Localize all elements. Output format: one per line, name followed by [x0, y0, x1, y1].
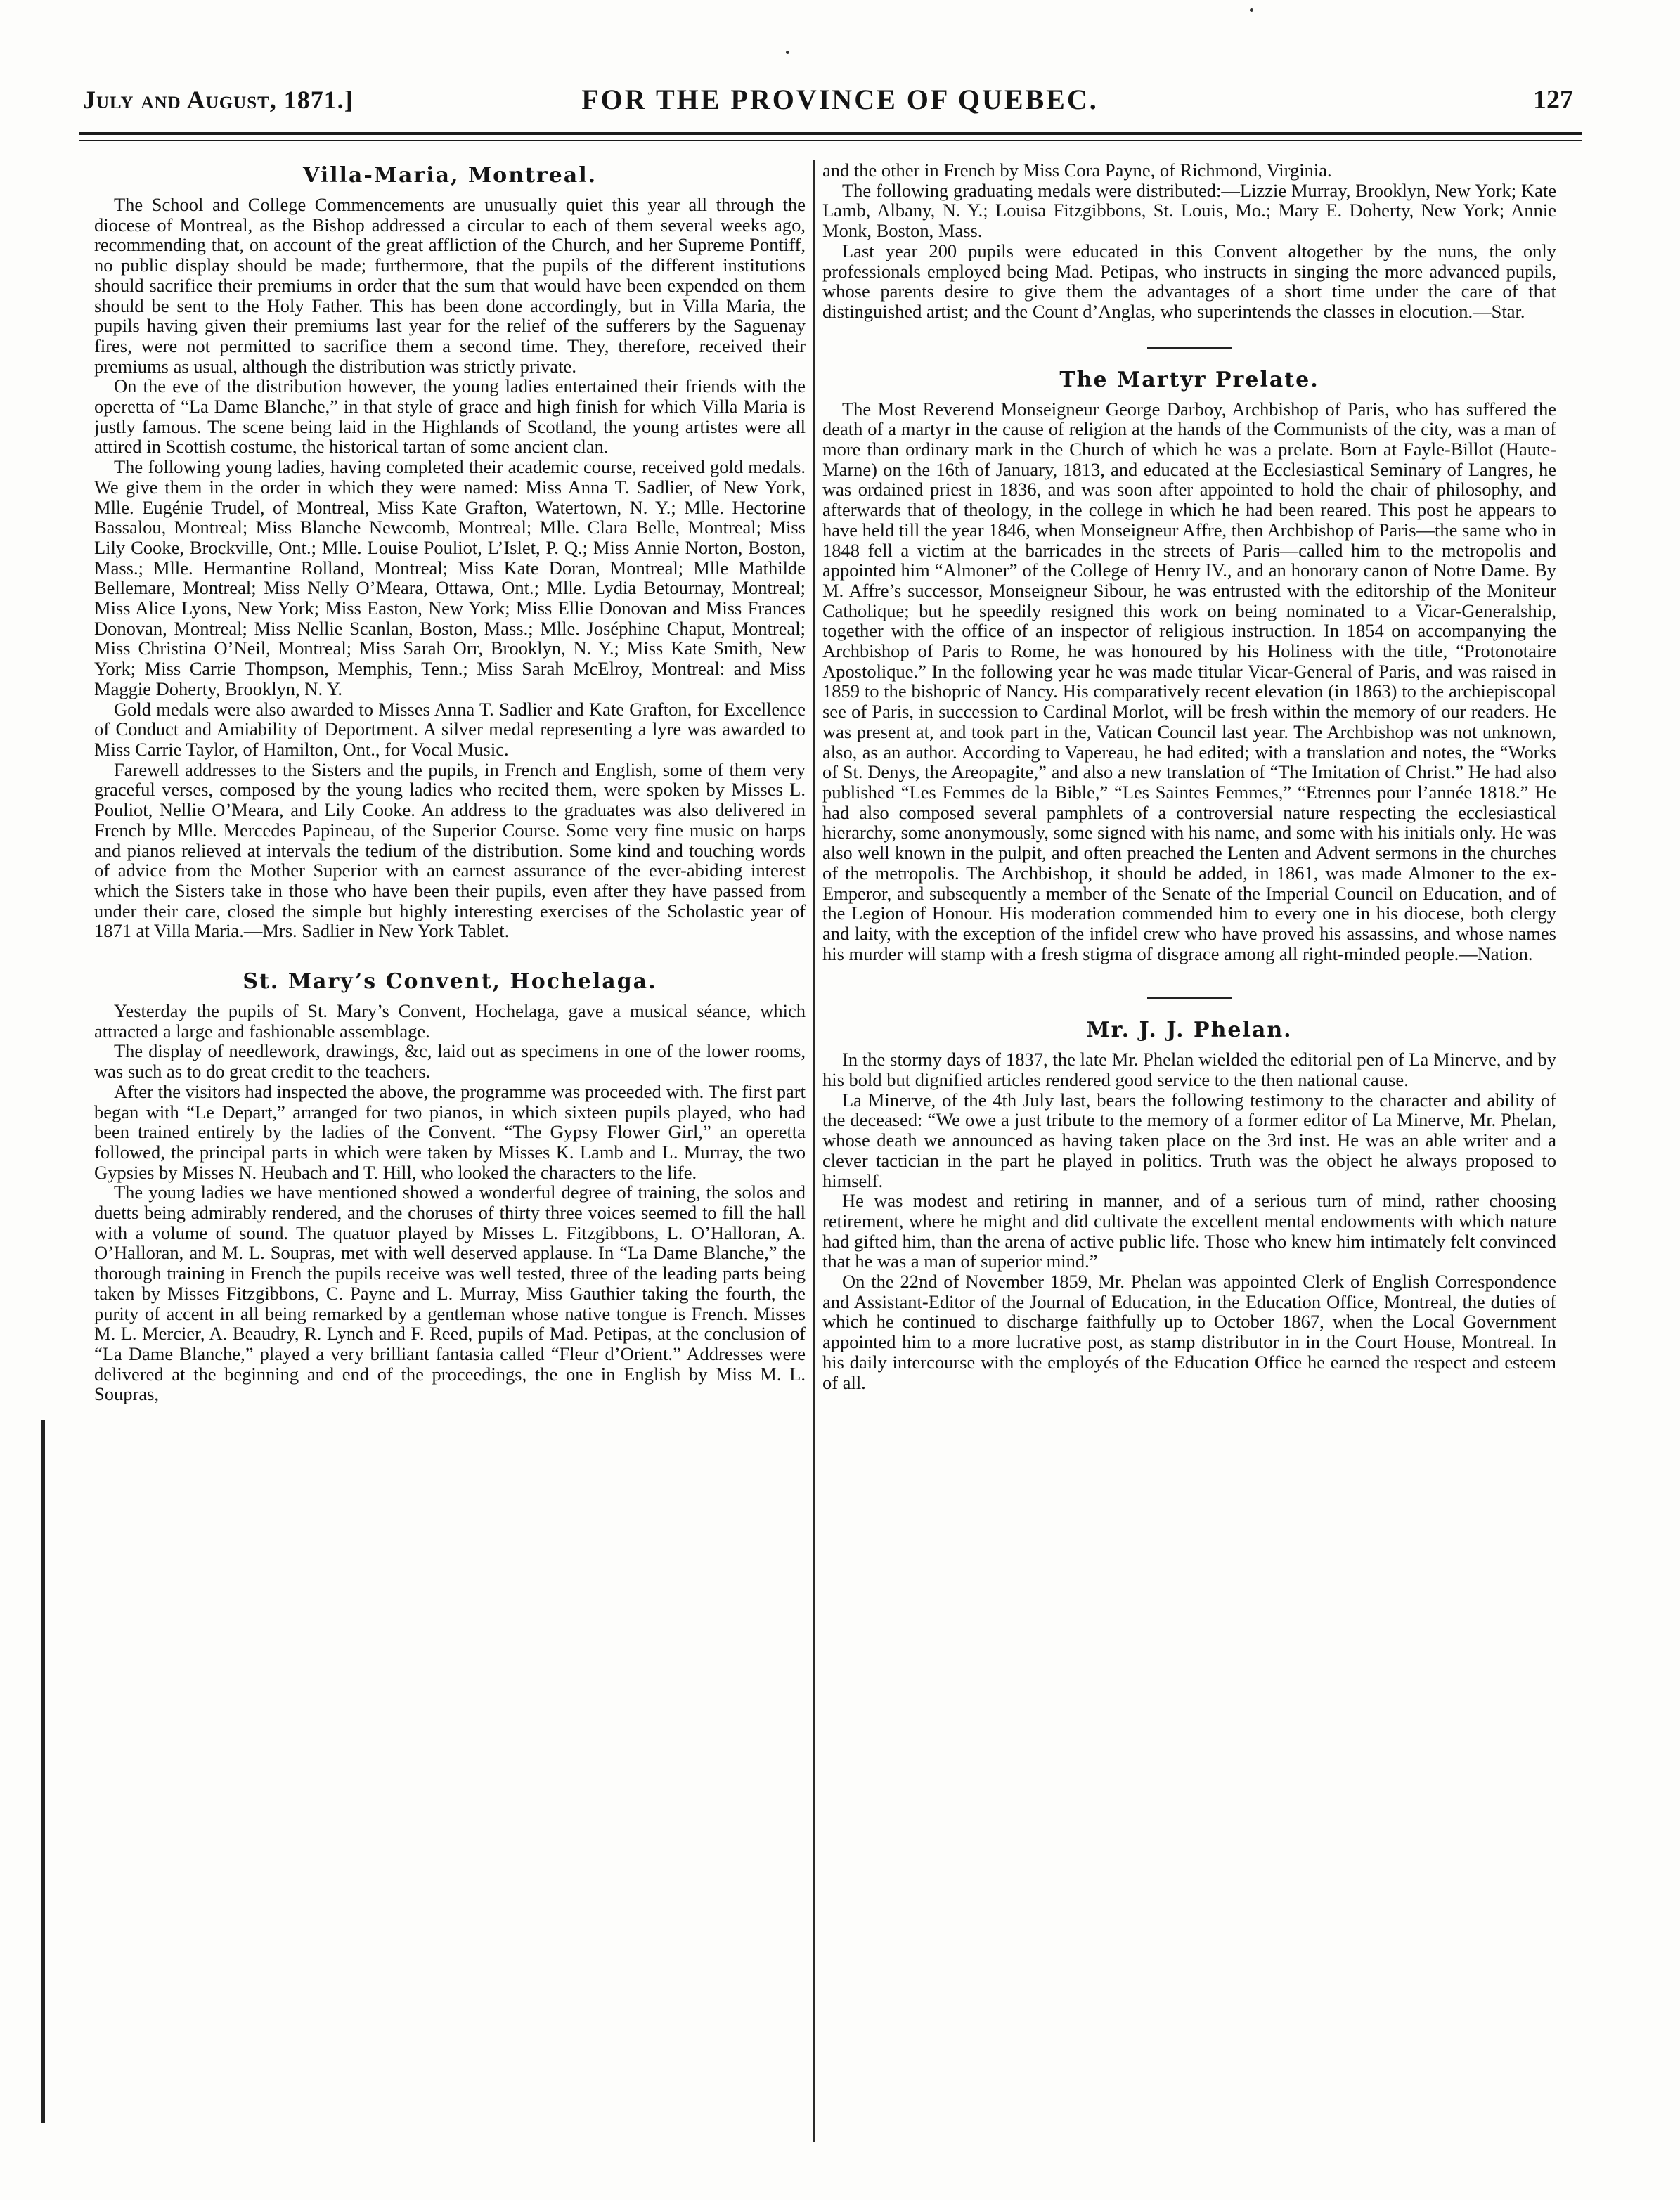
article-heading: The Martyr Prelate. [1059, 367, 1319, 392]
section-rule [1147, 347, 1232, 349]
paragraph: Last year 200 pupils were educated in this Convent altogether by the nuns, the only professionals employed being Mad. Petipas, who instructs in singing the more advanced pupils, whose parents desire to give them the advantages of a short time under the care of that distinguished artist; and the Count d’Anglas, who superintends the classes in elocution.—Star. [822, 240, 1556, 322]
right-column [822, 160, 1556, 2163]
article-heading: Villa-Maria, Montreal. [302, 163, 597, 188]
paragraph: The display of needlework, drawings, &c, laid out as specimens in one of the lower rooms, was such as to do great credit to the teachers. [94, 1040, 806, 1082]
page-number: 127 [1533, 85, 1573, 115]
paragraph: He was modest and retiring in manner, and of a serious turn of mind, rather choosing retirement, where he might and did cultivate the excellent mental endowments with which nature had gifted him, than the arena of active public life. Those who knew him intimately felt convinced that he was a man of superior mind.” [822, 1190, 1556, 1272]
paragraph: The following young ladies, having completed their academic course, received gold medals. We give them in the order in which they were named: Miss Anna T. Sadlier, of New York, Mlle. Eugénie Trudel, of Montreal, Miss Kate Grafton, Watertown, N. Y.; Mlle. Hectorine Bassalou, Montreal; Miss Blanche Newcomb, Montreal; Mlle. Clara Belle, Montreal; Miss Lily Cooke, Brockville, Ont.; Mlle. Louise Pouliot, L’Islet, P. Q.; Miss Annie Norton, Boston, Mass.; Mlle. Hermantine Rolland, Montreal; Miss Kate Doran, Montreal; Mlle Mathilde Bellemare, Montreal; Miss Nelly O’Meara, Ottawa, Ont.; Mlle. Lydia Betournay, Montreal; Miss Alice Lyons, New York; Miss Easton, New York; Miss Ellie Donovan and Miss Frances Donovan, Montreal; Miss Nellie Scanlan, Boston, Mass.; Mlle. Joséphine Chaput, Montreal; Miss Christina O’Neil, Montreal; Miss Sarah Orr, Brooklyn, N. Y.; Miss Kate Smith, New York; Miss Carrie Thompson, Memphis, Tenn.; Miss Sarah McElroy, Montreal: and Miss Maggie Doherty, Brooklyn, N. Y. [94, 456, 806, 699]
article-heading: Mr. J. J. Phelan. [1086, 1018, 1293, 1043]
running-title: FOR THE PROVINCE OF QUEBEC. [581, 84, 1099, 115]
column-divider [813, 160, 815, 2142]
paragraph: In the stormy days of 1837, the late Mr. Phelan wielded the editorial pen of La Minerve, and by his bold but dignified articles rendered good service to the then national cause. [822, 1049, 1556, 1091]
paragraph: The following graduating medals were distributed:—Lizzie Murray, Brooklyn, New York; Kate Lamb, Albany, N. Y.; Louisa Fitzgibbons, St. Louis, Mo.; Mary E. Doherty, New York; Annie Monk, Boston, Mass. [822, 179, 1556, 242]
print-speck [786, 51, 789, 54]
article-heading: St. Mary’s Convent, Hochelaga. [243, 969, 657, 995]
paragraph: On the eve of the distribution however, the young ladies entertained their friends with the operetta of “La Dame Blanche,” in that style of grace and high finish for which Villa Maria is justly famous. The scene being laid in the Highlands of Scotland, the young artistes were all attired in Scottish costume, the historical tartan of some ancient clan. [94, 375, 806, 458]
paragraph: and the other in French by Miss Cora Payne, of Richmond, Virginia. [822, 160, 1332, 181]
paragraph: La Minerve, of the 4th July last, bears the following testimony to the character and ability of the deceased: “We owe a just tribute to the memory of a former editor of La Minerve, Mr. Phelan, whose death we announced as having taken place on the 3rd inst. He was an able writer and a clever tactician in the part he played in politics. Truth was the object he always proposed to himself. [822, 1089, 1556, 1191]
paragraph: The School and College Commencements are unusually quiet this year all through the diocese of Montreal, as the Bishop addressed a circular to each of them several weeks ago, recommending that, on account of the great affliction of the Church, and her Supreme Pontiff, no public display should be made; furthermore, that the pupils of the different institutions should sacrifice their premiums in order that the sum that would have been expended on them should be sent to the Holy Father. This has been done accordingly, but in Villa Maria, the pupils having given their premiums last year for the relief of the sufferers by the Saguenay fires, were not permitted to sacrifice them a second time. They, therefore, received their premiums as usual, although the distribution was strictly private. [94, 194, 806, 377]
paragraph: The young ladies we have mentioned showed a wonderful degree of training, the solos and duetts being admirably rendered, and the choruses of thirty three voices seemed to fill the hall with a volume of sound. The quatuor played by Misses L. Fitzgibbons, L. O’Halloran, A. O’Halloran, and M. L. Soupras, met with well deserved applause. In “La Dame Blanche,” the thorough training in French the pupils receive was well tested, three of the leading parts being taken by Misses Fitzgibbons, C. Payne and L. Murray, Miss Gauthier taking the fourth, the purity of accent in all being remarked by a gentleman whose native tongue is French. Misses M. L. Mercier, A. Beaudry, R. Lynch and F. Reed, pupils of Mad. Petipas, at the conclusion of “La Dame Blanche,” played a very brilliant fantasia called “Fleur d’Orient.” Addresses were delivered at the beginning and end of the proceedings, the one in English by Miss M. L. Soupras, [94, 1182, 806, 1405]
section-rule [1147, 997, 1232, 999]
paragraph: Yesterday the pupils of St. Mary’s Convent, Hochelaga, gave a musical séance, which attracted a large and fashionable assemblage. [94, 1000, 806, 1042]
issue-date: July and August, 1871.] [83, 86, 354, 114]
paragraph: Farewell addresses to the Sisters and the pupils, in French and English, some of them very graceful verses, composed by the young ladies who recited them, were spoken by Misses L. Pouliot, Nellie O’Meara, and Lily Cooke. An address to the graduates was also delivered in French by Mlle. Mercedes Papineau, of the Superior Course. Some very fine music on harps and pianos relieved at intervals the tedium of the distribution. Some kind and touching words of advice from the Mother Superior with an earnest assurance of the ever-abiding interest which the Sisters take in those who have been their pupils, even after they have passed from under their care, closed the simple but highly interesting exercises of the Scholastic year of 1871 at Villa Maria.—Mrs. Sadlier in New York Tablet. [94, 758, 806, 942]
paragraph: On the 22nd of November 1859, Mr. Phelan was appointed Clerk of English Correspondence and Assistant-Editor of the Journal of Education, in the Education Office, Montreal, the duties of which he continued to discharge faithfully up to October 1867, when the Local Government appointed him to a more lucrative post, as stamp distributor in in the Court House, Montreal. In his daily intercourse with the employés of the Education Office he earned the respect and esteem of all. [822, 1271, 1556, 1393]
paragraph: The Most Reverend Monseigneur George Darboy, Archbishop of Paris, who has suffered the death of a martyr in the cause of religion at the hands of the Communists of the city, was a man of more than ordinary mark in the Church of which he was a prelate. Born at Fayle-Billot (Haute-Marne) on the 16th of January, 1813, and educated at the Ecclesiastical Seminary of Langres, he was ordained priest in 1836, and was soon after appointed to hold the chair of philosophy, and afterwards that of theology, in the college in which he had been reared. This post he appears to have held till the year 1846, when Monseigneur Affre, then Archbishop of Paris—the same who in 1848 fell a victim at the barricades in the streets of Paris—called him to the metropolis and appointed him “Almoner” of the College of Henry IV., and an honorary canon of Notre Dame. By M. Affre’s successor, Monseigneur Sibour, he was entrusted with the editorship of the Moniteur Catholique; but he speedily resigned this work on being nominated to a Vicar-Generalship, together with the office of an inspector of religious instruction. In 1854 on accompanying the Archbishop of Paris to Rome, he was honoured by his Holiness with the title, “Protonotaire Apostolique.” In the following year he was made titular Vicar-General of Paris, and was raised in 1859 to the bishopric of Nancy. His comparatively recent elevation (in 1863) to the archiepiscopal see of Paris, in succession to Cardinal Morlot, will be fresh within the memory of our readers. He was present at, and took part in the, Vatican Council last year. The Archbishop was not unknown, also, as an author. According to Vapereau, he had edited; with a translation and notes, the “Works of St. Denys, the Areopagite,” and also a new translation of “The Imitation of Christ.” He had also published “Les Femmes de la Bible,” “Les Saintes Femmes,” “Etrennes pour l’année 1818.” He had also composed several pamphlets of a controversial nature respecting the ecclesiastical hierarchy, some anonymously, some signed with his name, and some with his initials only. He was also well known in the pulpit, and often preached the Lenten and Advent sermons in the churches of the metropolis. The Archbishop, it should be added, in 1861, was made Almoner to the ex-Emperor, and subsequently a member of the Senate of the Imperial Council on Education, and of the Legion of Honour. His moderation commended him to every one in his diocese, both clergy and laity, with the exception of the infidel crew who have proved his assassins, and whose names his murder will stamp with a fresh stigma of disgrace among all right-minded people.—Nation. [822, 398, 1556, 964]
header-rule [79, 132, 1582, 135]
margin-mark [41, 1420, 45, 2123]
paragraph: After the visitors had inspected the above, the programme was proceeded with. The first part began with “Le Depart,” arranged for two pianos, in which sixteen pupils played, who had been trained entirely by the ladies of the Convent. “The Gypsy Flower Girl,” an operetta followed, the principal parts in which were taken by Misses K. Lamb and L. Murray, the two Gypsies by Misses N. Heubach and T. Hill, who looked the characters to the life. [94, 1080, 806, 1183]
left-column [94, 160, 806, 2163]
header-rule [79, 140, 1582, 141]
print-speck [1250, 8, 1253, 12]
paragraph: Gold medals were also awarded to Misses Anna T. Sadlier and Kate Grafton, for Excellence of Conduct and Amiability of Deportment. A silver medal representing a lyre was awarded to Miss Carrie Taylor, of Hamilton, Ont., for Vocal Music. [94, 698, 806, 760]
